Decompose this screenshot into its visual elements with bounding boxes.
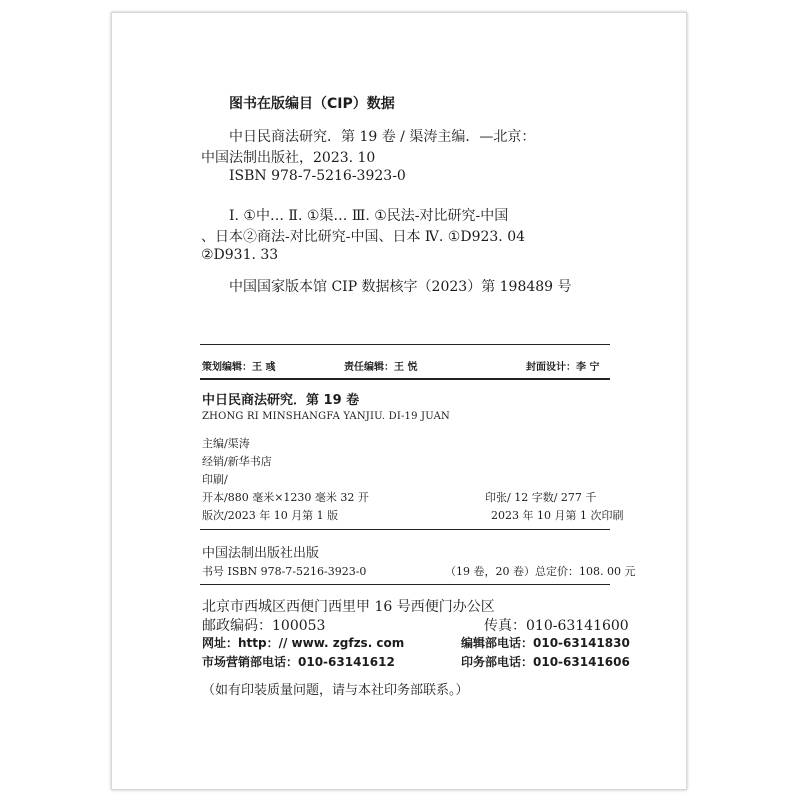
publisher-address: 北京市西城区西便门西里甲 16 号西便门办公区 — [202, 599, 495, 615]
book-printing: 2023 年 10 月第 1 次印刷 — [491, 509, 624, 522]
divider-editors — [200, 378, 610, 380]
book-edition: 版次/2023 年 10 月第 1 版 — [202, 509, 339, 522]
responsible-editor: 责任编辑：王 悦 — [344, 362, 418, 373]
divider-publisher — [200, 529, 610, 530]
cip-title: 图书在版编目（CIP）数据 — [229, 96, 395, 112]
marketing-phone: 市场营销部电话：010-63141612 — [202, 655, 395, 669]
publisher-name: 中国法制出版社出版 — [202, 546, 320, 561]
fax: 传真：010-63141600 — [484, 618, 629, 634]
total-price: （19 卷，20 卷）总定价：108. 00 元 — [445, 565, 636, 578]
book-sheets: 印张/ 12 字数/ 277 千 — [485, 491, 597, 504]
cip-class-2: 、日本②商法-对比研究-中国、日本 Ⅳ. ①D923. 04 — [201, 229, 526, 245]
postcode: 邮政编码：100053 — [202, 618, 326, 634]
planning-editor: 策划编辑：王 彧 — [202, 362, 276, 373]
cip-class-3: ②D931. 33 — [201, 247, 279, 263]
cip-isbn: ISBN 978-7-5216-3923-0 — [229, 168, 406, 184]
print-phone: 印务部电话：010-63141606 — [461, 655, 630, 669]
divider-top — [200, 344, 610, 345]
book-distributor: 经销/新华书店 — [202, 455, 272, 468]
website: 网址：http：// www. zgfzs. com — [202, 636, 405, 650]
quality-note: （如有印装质量问题，请与本社印务部联系。） — [202, 683, 469, 698]
book-printer: 印刷/ — [202, 473, 228, 486]
book-format: 开本/880 毫米×1230 毫米 32 开 — [202, 491, 369, 504]
cip-verify: 中国国家版本馆 CIP 数据核字（2023）第 198489 号 — [229, 279, 572, 295]
cip-line-2: 中国法制出版社，2023. 10 — [201, 150, 376, 166]
cover-designer: 封面设计：李 宁 — [526, 362, 600, 373]
book-title-pinyin: ZHONG RI MINSHANGFA YANJIU. DI-19 JUAN — [202, 411, 450, 422]
divider-address — [200, 584, 610, 585]
publisher-isbn: 书号 ISBN 978-7-5216-3923-0 — [202, 565, 367, 578]
book-editor: 主编/渠涛 — [202, 437, 250, 450]
cip-class-1: Ⅰ. ①中… Ⅱ. ①渠… Ⅲ. ①民法-对比研究-中国 — [229, 208, 509, 224]
book-title-cn: 中日民商法研究．第 19 卷 — [202, 393, 360, 408]
cip-line-1: 中日民商法研究．第 19 卷 / 渠涛主编．—北京： — [229, 129, 536, 145]
edit-phone: 编辑部电话：010-63141830 — [461, 636, 630, 650]
